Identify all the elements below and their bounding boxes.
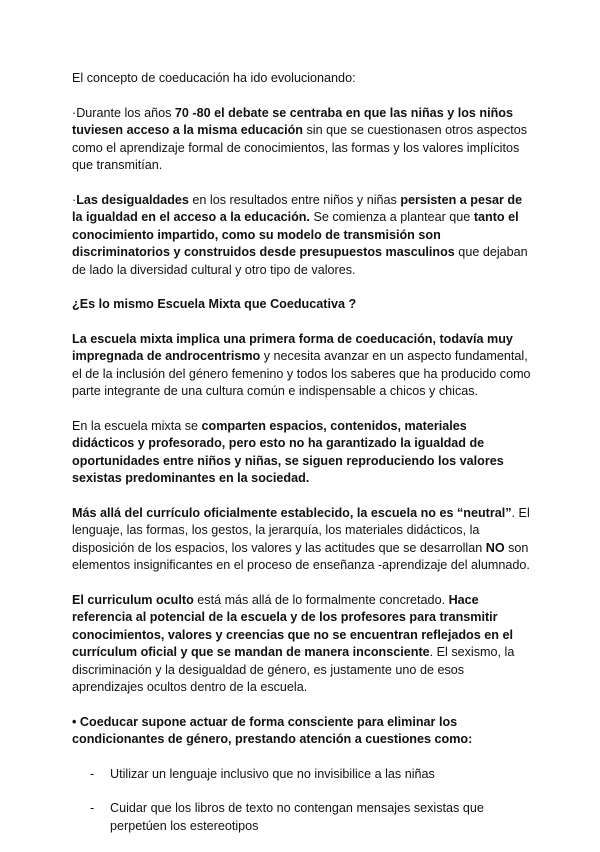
paragraph-curriculum-oculto xyxy=(72,592,532,697)
paragraph-70-80 xyxy=(72,105,532,175)
text-run: . El lenguaje, las formas, los gestos, la jerarquía, los materiales didácticos, la disposición de los espacios, los valores y las actitudes que se desarrollan xyxy=(72,505,530,555)
text-run: que dejaban de lado la diversidad cultural y otro tipo de valores. xyxy=(72,245,528,277)
text-run: . El sexismo, la discriminación y la desigualdad de género, es justamente uno de esos aprendizajes ocultos dentro de la escuela. xyxy=(72,645,515,694)
bold-run: • Coeducar supone actuar de forma consciente para eliminar los condicionantes de género, prestando atención a cuestiones como: xyxy=(72,714,473,746)
paragraph-coeducar xyxy=(72,714,532,749)
list-item-text: Utilizar un lenguaje inclusivo que no invisibilice a las niñas xyxy=(110,766,435,781)
text-run: en los resultados entre niños y niñas xyxy=(188,192,401,207)
bold-run: Hace referencia al potencial de la escuela y de los profesores para transmitir conocimientos, valores y creencias que no se encuentran reflejados en el currículum oficial y que se mandan de manera inconsciente xyxy=(72,592,513,659)
bullet-list xyxy=(72,766,532,836)
text-run: En la escuela mixta se xyxy=(72,418,202,433)
list-item-text: Cuidar que los libros de texto no contengan mensajes sexistas que perpetúen los estereotipos xyxy=(110,801,484,833)
paragraph-escuela-mixta xyxy=(72,331,532,401)
text-run: está más allá de lo formalmente concretado. xyxy=(193,592,449,607)
bold-run: persisten a pesar de la igualdad en el acceso a la educación. xyxy=(72,192,523,224)
list-item xyxy=(72,766,532,784)
text-run: · xyxy=(72,192,77,207)
paragraph-neutral xyxy=(72,505,532,575)
intro-paragraph: El concepto de coeducación ha ido evolucionando: xyxy=(72,71,356,85)
text-run: Se comienza a plantear que xyxy=(309,210,474,224)
heading-text: ¿Es lo mismo Escuela Mixta que Coeducativa ? xyxy=(72,297,357,311)
bold-run: tanto el conocimiento impartido, como su modelo de transmisión son discriminatorios y construidos desde presupuestos masculinos xyxy=(72,210,519,259)
paragraph-comparten xyxy=(72,418,532,488)
bold-run: El curriculum oculto xyxy=(72,592,194,607)
paragraph-desigualdades xyxy=(72,192,532,280)
bold-run: La escuela mixta implica una primera forma de coeducación, todavía muy impregnada de androcentrismo xyxy=(72,331,513,363)
list-dash: - xyxy=(90,801,95,815)
bold-run: comparten espacios, contenidos, materiales didácticos y profesorado, pero esto no ha garantizado la igualdad de oportunidades entre niños y niñas, se siguen reproduciendo los valores sexistas predominantes en la sociedad. xyxy=(72,418,504,485)
text-run: son elementos insignificantes en el proceso de enseñanza -aprendizaje del alumnado. xyxy=(72,540,530,572)
list-dash: - xyxy=(90,766,95,781)
text-run: sin que se cuestionasen otros aspectos como el aprendizaje formal de conocimientos, las formas y los valores implícitos que transmitían. xyxy=(72,123,528,172)
bold-run: Las desigualdades xyxy=(76,192,189,207)
bold-run: NO xyxy=(485,540,505,555)
text-run: ·Durante los años xyxy=(72,105,175,120)
section-heading xyxy=(72,296,532,314)
text-column xyxy=(72,70,532,852)
bold-run: Más allá del currículo oficialmente establecido, la escuela no es “neutral” xyxy=(72,505,512,520)
text-run: y necesita avanzar en un aspecto fundamental, el de la inclusión del género femenino y todos los saberes que ha producido como parte integrante de una cultura común e indispensable a chicos y chicas. xyxy=(72,349,531,398)
bold-run: 70 -80 el debate se centraba en que las niñas y los niños tuviesen acceso a la misma educación xyxy=(72,105,513,137)
list-item xyxy=(72,800,532,835)
